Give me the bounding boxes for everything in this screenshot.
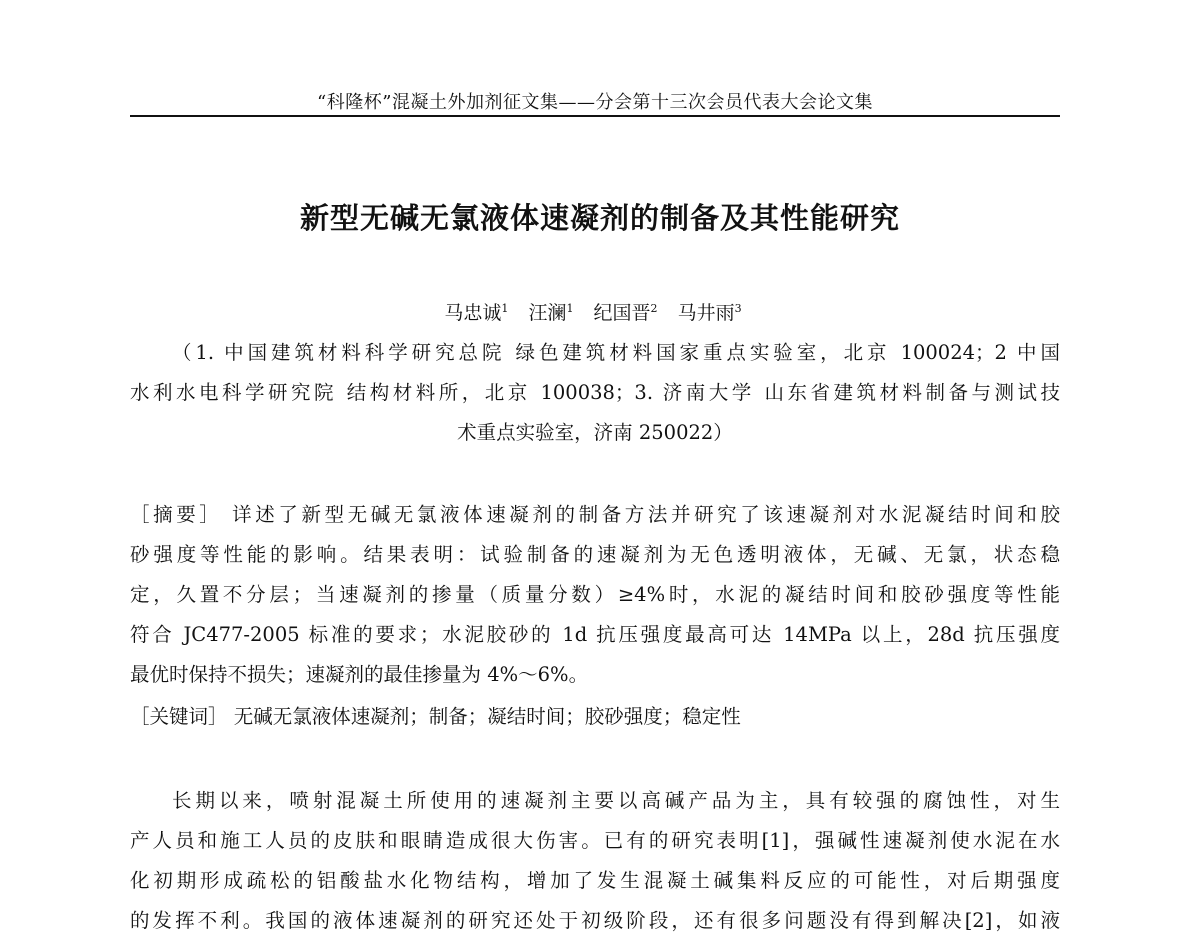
body-line: 化初期形成疏松的铝酸盐水化物结构，增加了发生混凝土碱集料反应的可能性，对后期强度 xyxy=(130,869,1060,892)
author-name: 马井雨 xyxy=(677,302,735,324)
body-line: 长期以来，喷射混凝土所使用的速凝剂主要以高碱产品为主，具有较强的腐蚀性，对生 xyxy=(172,789,1060,812)
abstract-line: 最优时保持不损失；速凝剂的最佳掺量为 4%～6%。 xyxy=(130,663,589,686)
affiliation-line: 水利水电科学研究院 结构材料所，北京 100038；3. 济南大学 山东省建筑材料制备与测试技 xyxy=(130,381,1060,404)
running-header: “科隆杯”混凝土外加剂征文集——分会第十三次会员代表大会论文集 xyxy=(317,92,873,113)
author-list xyxy=(0,298,1200,325)
abstract-line: 定，久置不分层；当速凝剂的掺量（质量分数）≥4%时，水泥的凝结时间和胶砂强度等性能 xyxy=(130,583,1060,606)
paper-title: 新型无碱无氯液体速凝剂的制备及其性能研究 xyxy=(299,201,900,235)
abstract-line: 符合 JC477-2005 标准的要求；水泥胶砂的 1d 抗压强度最高可达 14MPa 以上，28d 抗压强度 xyxy=(130,623,1060,646)
author-name: 汪澜 xyxy=(528,302,567,324)
author-affiliation-mark: 1 xyxy=(566,301,574,315)
author-affiliation-mark: 3 xyxy=(734,301,742,315)
abstract-line: ［摘要］ 详述了新型无碱无氯液体速凝剂的制备方法并研究了该速凝剂对水泥凝结时间和胶 xyxy=(130,503,1060,526)
author-affiliation-mark: 2 xyxy=(650,301,658,315)
affiliation-line: （1. 中国建筑材料科学研究总院 绿色建筑材料国家重点实验室，北京 100024；2 中国 xyxy=(172,341,1060,364)
body-line: 的发挥不利。我国的液体速凝剂的研究还处于初级阶段，还有很多问题没有得到解决[2]，如液 xyxy=(130,909,1060,932)
body-line: 产人员和施工人员的皮肤和眼睛造成很大伤害。已有的研究表明[1]，强碱性速凝剂使水泥在水 xyxy=(130,829,1060,852)
keywords-line: ［关键词］ 无碱无氯液体速凝剂；制备；凝结时间；胶砂强度；稳定性 xyxy=(130,705,741,728)
affiliation-line: 术重点实验室，济南 250022） xyxy=(457,421,733,444)
abstract-line: 砂强度等性能的影响。结果表明：试验制备的速凝剂为无色透明液体，无碱、无氯，状态稳 xyxy=(130,543,1060,566)
header-rule xyxy=(130,115,1060,117)
author-name: 马忠诚 xyxy=(444,302,502,324)
author-affiliation-mark: 1 xyxy=(501,301,509,315)
author-name: 纪国晋 xyxy=(593,302,651,324)
